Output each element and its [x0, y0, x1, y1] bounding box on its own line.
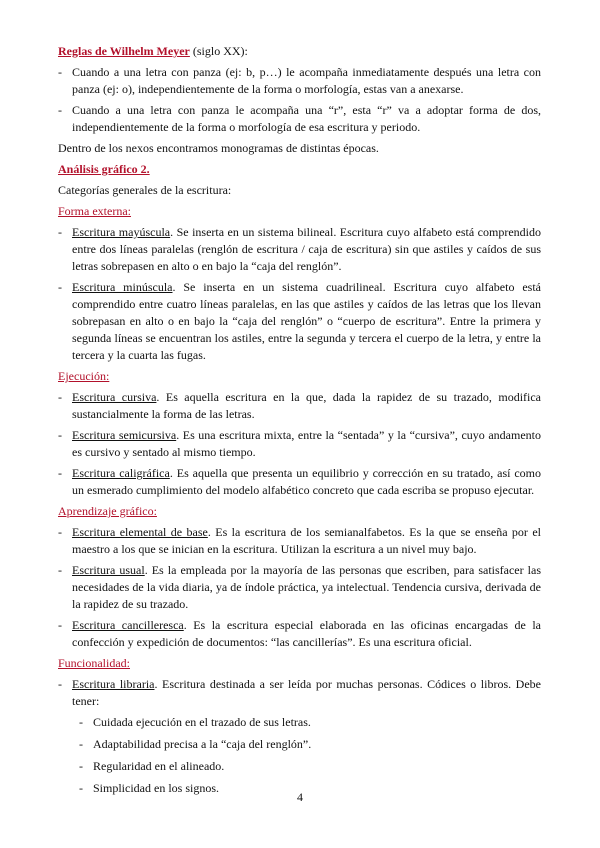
list-item: - Cuando a una letra con panza le acompaña una “r”, esta “r” va a adoptar forma de dos, independientemente de la forma o morfología de esa escritura y periodo. — [58, 103, 541, 134]
meyer-title: Reglas de Wilhelm Meyer — [58, 44, 190, 58]
term: Escritura cursiva — [72, 390, 157, 404]
analisis-title: Análisis gráfico 2. — [58, 162, 150, 176]
list-item: - Escritura minúscula. Se inserta en un sistema cuadrilineal. Escritura cuyo alfabeto está comprendido entre cuatro líneas paralelas, en las que astiles y caídos de las letras que los llevan sobrepasan en alto o en bajo la “caja del renglón” o “cuerpo de escritura”. Entre la primera y segunda líneas se encuentran los astiles, entre la segunda y tercera el cuerpo de la letra, y entre la tercera y la cuarta las fugas. — [58, 280, 541, 362]
sub-list-item: - Regularidad en el alineado. — [79, 759, 225, 773]
sub-list-item: - Adaptabilidad precisa a la “caja del renglón”. — [79, 737, 312, 751]
term: Escritura libraria — [72, 677, 155, 691]
list-item: - Escritura cursiva. Es aquella escritura en la que, dada la rapidez de su trazado, modifica sustancialmente la forma de las letras. — [58, 390, 542, 421]
analisis-intro: Categorías generales de la escritura: — [58, 183, 232, 197]
term: Escritura minúscula — [72, 280, 173, 294]
sub-list-item: - Cuidada ejecución en el trazado de sus letras. — [79, 715, 311, 729]
monogramas-note: Dentro de los nexos encontramos monogramas de distintas épocas. — [58, 141, 379, 155]
list-item: - Escritura caligráfica. Es aquella que presenta un equilibrio y corrección en su tratado, así como un esmerado cumplimiento del modelo alfabético concreto que cada escriba se propuso ejecutar. — [58, 466, 542, 497]
sub-list-item: - Simplicidad en los signos. — [79, 781, 219, 795]
list-item: - Escritura libraria. Escritura destinada a ser leída por muchas personas. Códices o libros. Debe tener: — [58, 677, 541, 708]
term: Escritura caligráfica — [72, 466, 170, 480]
term: Escritura cancilleresca — [72, 618, 184, 632]
aprendizaje-heading: Aprendizaje gráfico: — [58, 504, 157, 518]
term: Escritura semicursiva — [72, 428, 177, 442]
meyer-heading — [58, 43, 541, 60]
forma-externa-heading: Forma externa: — [58, 204, 131, 218]
list-item: - Escritura mayúscula. Se inserta en un sistema bilineal. Escritura cuyo alfabeto está comprendido entre dos líneas paralelas (renglón de escritura / caja de escritura) sin que astiles y caídos de sus letras sobrepasen en alto o en bajo la “caja del renglón”. — [58, 225, 541, 273]
meyer-suffix: (siglo XX): — [189, 44, 248, 58]
list-item: - Escritura usual. Es la empleada por la mayoría de las personas que escriben, para satisfacer las necesidades de la vida diaria, ya de índole práctica, ya intelectual. Tendencia cursiva, derivada de la rapidez de su trazado. — [58, 563, 541, 611]
term: Escritura usual — [72, 563, 145, 577]
funcionalidad-heading: Funcionalidad: — [58, 656, 130, 670]
list-item: - Escritura cancilleresca. Es la escritura especial elaborada en las oficinas encargadas de la confección y expedición de documentos: “las cancillerías”. Es una escritura oficial. — [58, 618, 541, 649]
page-number: 4 — [297, 790, 303, 804]
term: Escritura elemental de base — [72, 525, 208, 539]
ejecucion-heading: Ejecución: — [58, 369, 110, 383]
list-item: - Escritura elemental de base. Es la escritura de los semianalfabetos. Es la que se enseña por el maestro a los que se inician en la escritura. Utilizan la escritura a un nivel muy bajo. — [58, 525, 541, 556]
list-item: - Cuando a una letra con panza (ej: b, p…) le acompaña inmediatamente después una letra con panza (ej: o), independientemente de la forma o morfología, estas van a anexarse. — [58, 65, 541, 96]
term: Escritura mayúscula — [72, 225, 171, 239]
list-item: - Escritura semicursiva. Es una escritura mixta, entre la “sentada” y la “cursiva”, cuyo andamento es cursivo y sentado al mismo tiempo. — [58, 428, 541, 459]
document-page — [58, 43, 541, 802]
